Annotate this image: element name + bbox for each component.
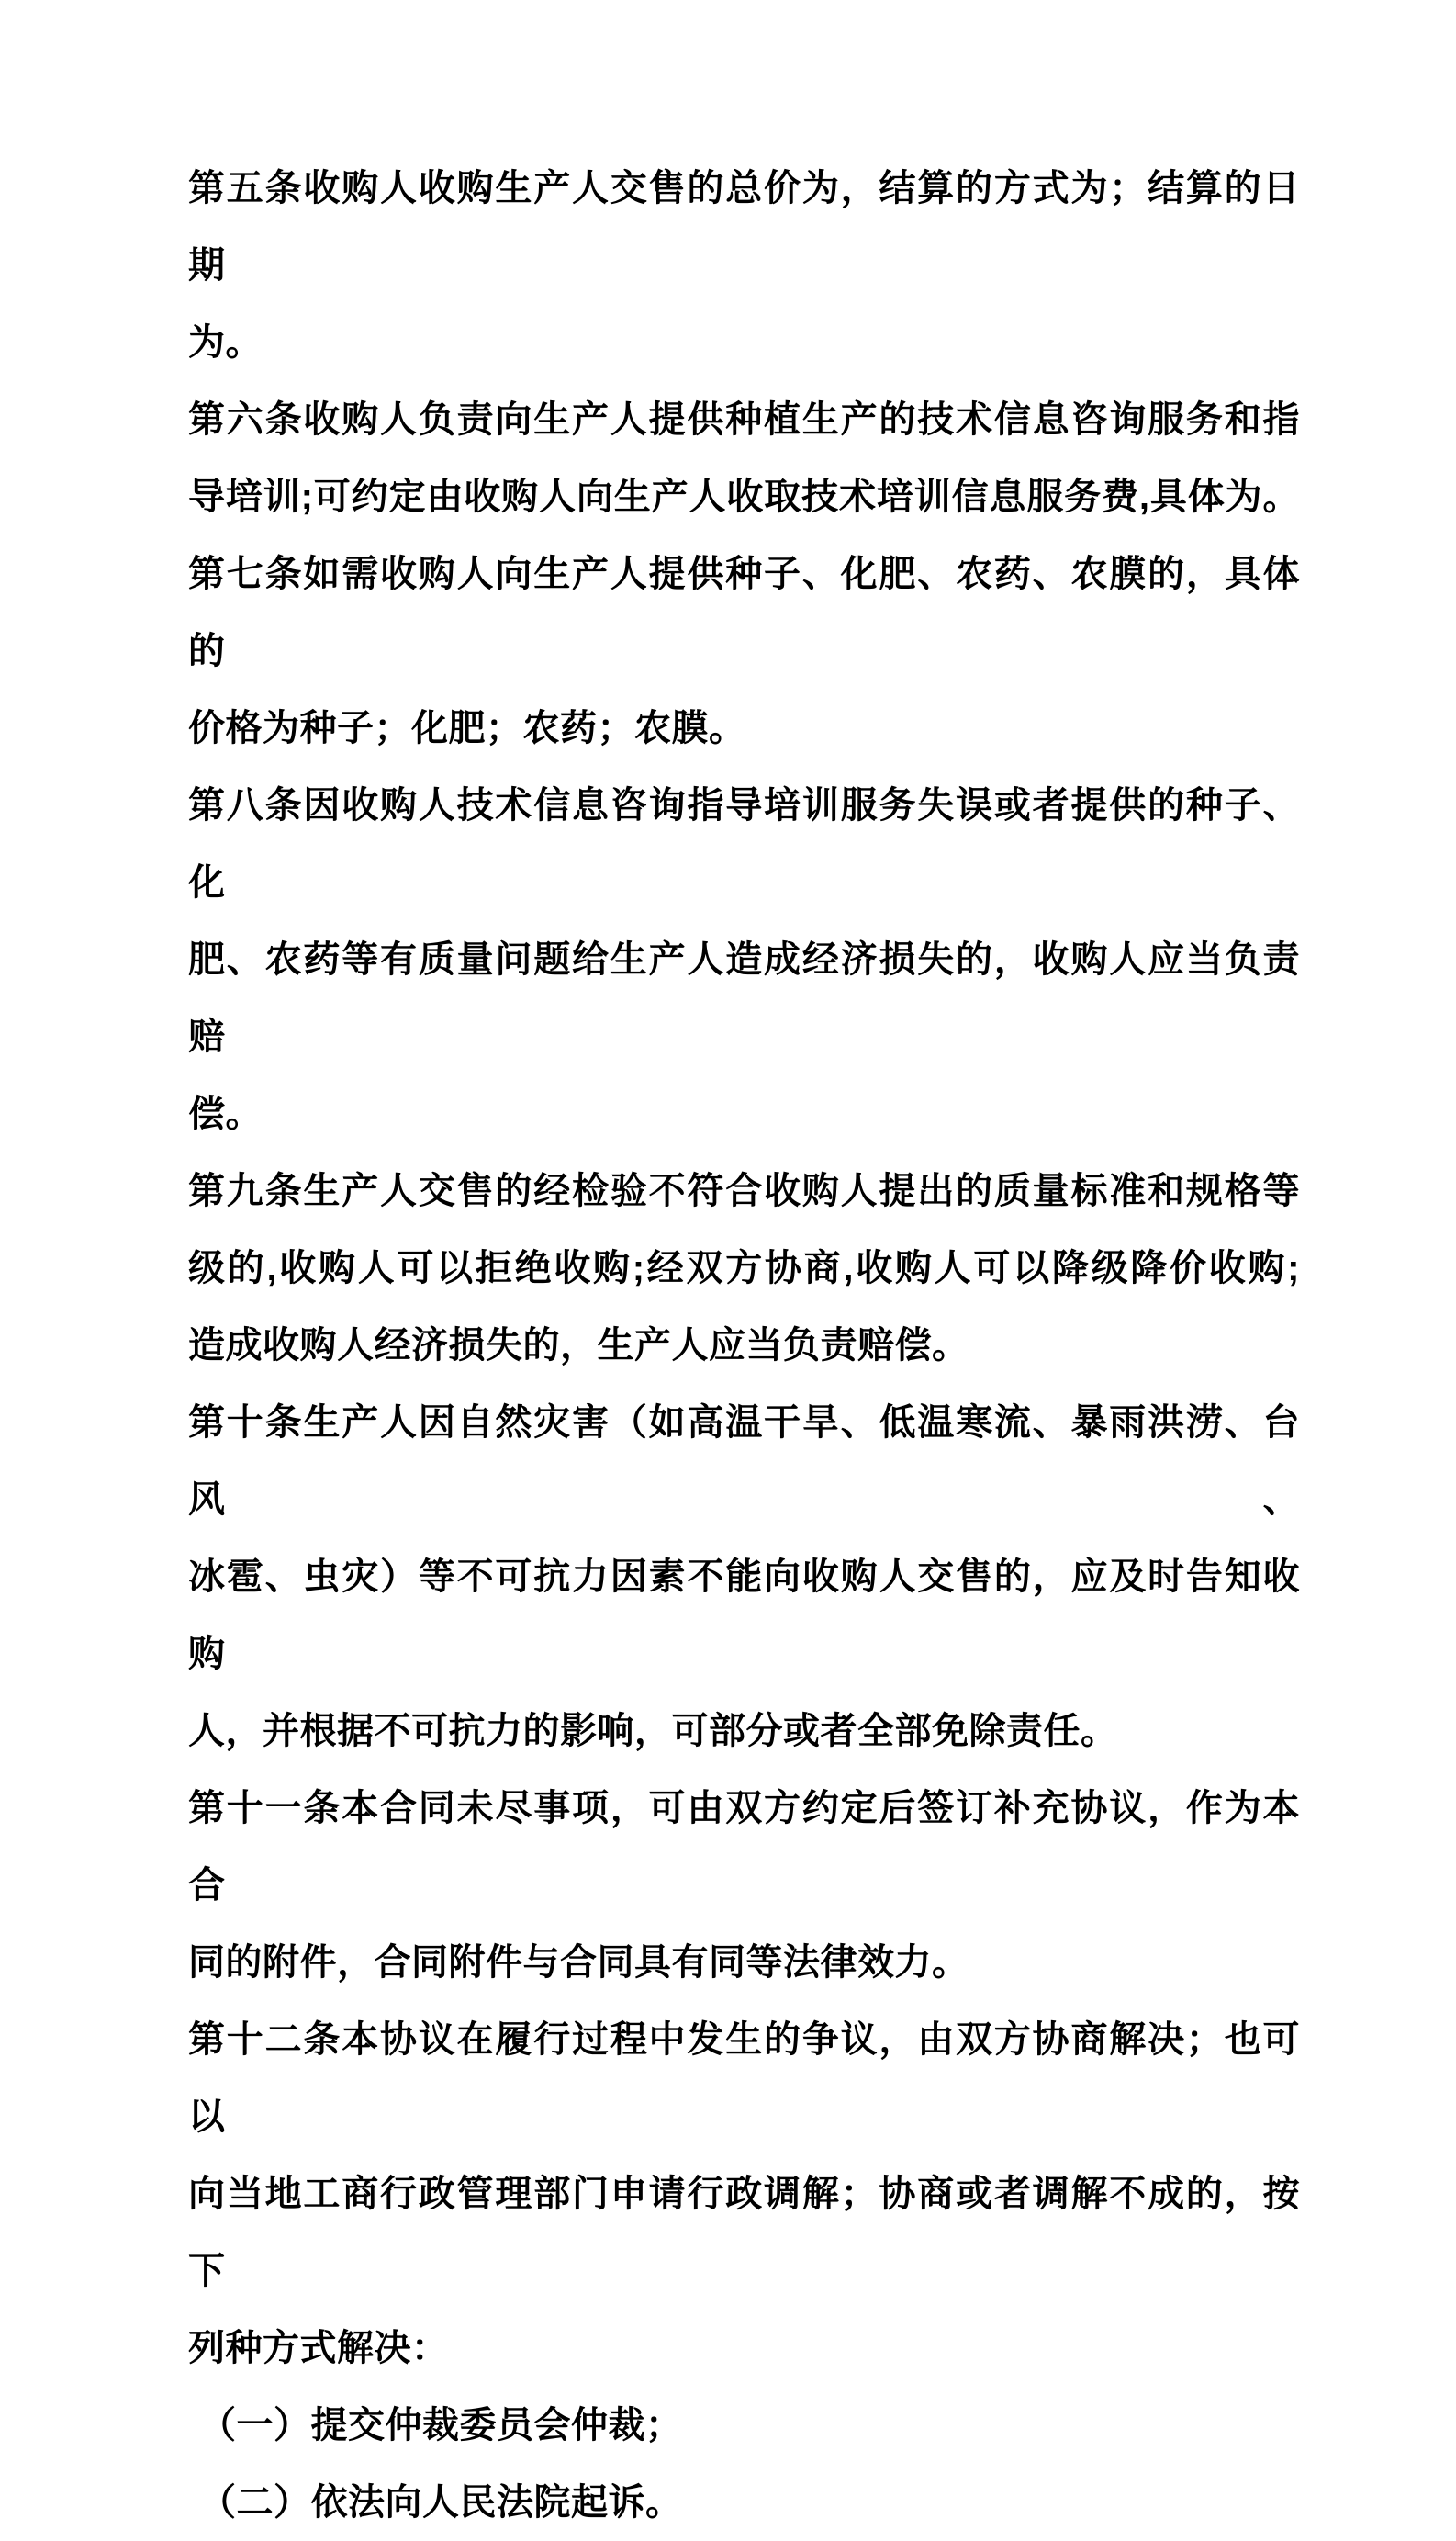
paragraph-line: 第十一条本合同未尽事项，可由双方约定后签订补充协议，作为本合	[188, 1788, 1300, 1906]
paragraph-line: 第五条收购人收购生产人交售的总价为，结算的方式为；结算的日期	[188, 168, 1300, 286]
paragraph-line: 人，并根据不可抗力的影响，可部分或者全部免除责任。	[188, 1711, 1118, 1751]
paragraph-line: 第九条生产人交售的经检验不符合收购人提出的质量标准和规格等	[188, 1171, 1300, 1211]
paragraph-line: 同的附件，合同附件与合同具有同等法律效力。	[188, 1942, 969, 1983]
paragraph-line: 为。	[188, 322, 263, 363]
paragraph-line: 导培训;可约定由收购人向生产人收取技术培训信息服务费,具体为。	[188, 477, 1300, 517]
paragraph-line: 偿。	[188, 1094, 263, 1134]
paragraph-line: 第六条收购人负责向生产人提供种植生产的技术信息咨询服务和指	[188, 399, 1300, 440]
paragraph-line: 列种方式解决：	[188, 2328, 449, 2368]
paragraph-line: 肥、农药等有质量问题给生产人造成经济损失的，收购人应当负责赔	[188, 939, 1300, 1057]
paragraph-line: 第七条如需收购人向生产人提供种子、化肥、农药、农膜的，具体的	[188, 554, 1300, 671]
paragraph-line: 向当地工商行政管理部门申请行政调解；协商或者调解不成的，按下	[188, 2174, 1300, 2291]
paragraph-line: 造成收购人经济损失的，生产人应当负责赔偿。	[188, 1325, 969, 1366]
paragraph-line: 第八条因收购人技术信息咨询指导培训服务失误或者提供的种子、化	[188, 785, 1300, 903]
paragraph-line: 第十条生产人因自然灾害（如高温干旱、低温寒流、暴雨洪涝、台风、	[188, 1402, 1300, 1520]
paragraph-line: 价格为种子；化肥；农药；农膜。	[188, 708, 746, 748]
paragraph-line: 冰雹、虫灾）等不可抗力因素不能向收购人交售的，应及时告知收购	[188, 1557, 1300, 1674]
list-item: （一）提交仲裁委员会仲裁；	[199, 2405, 683, 2445]
paragraph-line: 级的,收购人可以拒绝收购;经双方协商,收购人可以降级降价收购;	[188, 1248, 1300, 1288]
list-item: （二）依法向人民法院起诉。	[199, 2482, 683, 2523]
paragraph-line: 第十二条本协议在履行过程中发生的争议，由双方协商解决；也可以	[188, 2019, 1300, 2137]
